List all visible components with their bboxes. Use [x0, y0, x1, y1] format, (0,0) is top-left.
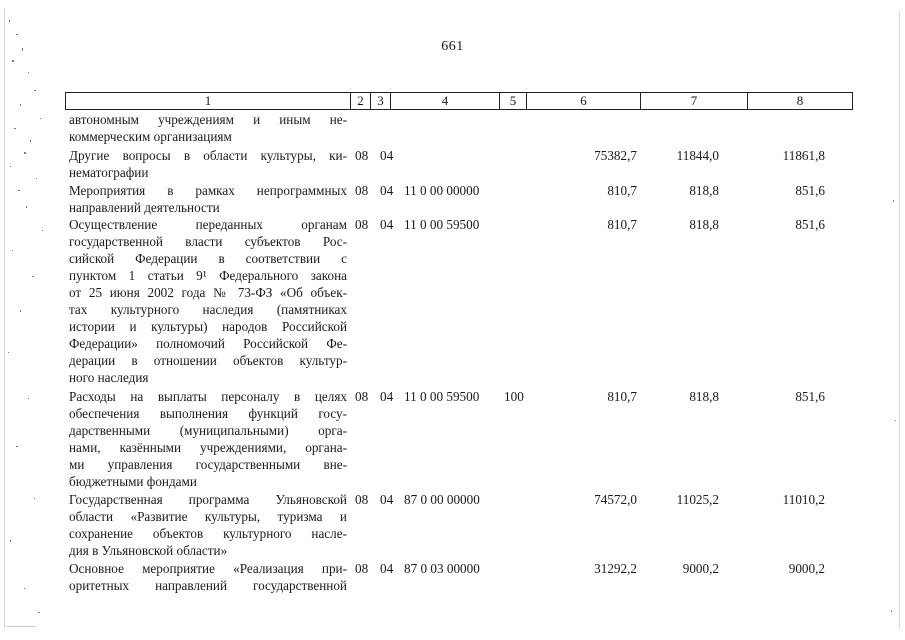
cell-subsection: 04 — [380, 561, 394, 576]
description-line: обеспечения выполнения функций госу- — [69, 406, 347, 421]
cell-amount-col8: 851,6 — [795, 389, 825, 404]
description-line: Федерации» полномочий Российской Фе- — [69, 336, 347, 351]
cell-subsection: 04 — [380, 492, 394, 507]
description-line: дарственными (муниципальными) орга- — [69, 423, 347, 438]
description-line: Осуществление переданных органам — [69, 217, 347, 232]
description-line: оритетных направлений государственной — [69, 578, 347, 593]
table-row-description — [69, 111, 347, 145]
header-col-2: 2 — [351, 93, 371, 109]
description-line: пунктом 1 статьи 9¹ Федерального закона — [69, 268, 347, 283]
cell-amount-col6: 31292,2 — [594, 561, 637, 576]
description-line: тах культурного наследия (памятниках — [69, 302, 347, 317]
cell-amount-col8: 851,6 — [795, 183, 825, 198]
cell-amount-col7: 11844,0 — [676, 148, 719, 163]
header-col-7: 7 — [641, 93, 748, 109]
cell-amount-col8: 851,6 — [795, 217, 825, 232]
description-line: Расходы на выплаты персоналу в целях — [69, 389, 347, 404]
cell-amount-col7: 818,8 — [689, 389, 719, 404]
cell-amount-col6: 74572,0 — [594, 492, 637, 507]
description-line: Мероприятия в рамках непрограммных — [69, 183, 347, 198]
cell-section: 08 — [355, 492, 369, 507]
table-row-description — [69, 388, 347, 490]
cell-amount-col7: 818,8 — [689, 217, 719, 232]
cell-section: 08 — [355, 183, 369, 198]
description-line: Государственная программа Ульяновской — [69, 492, 347, 507]
description-line: Другие вопросы в области культуры, ки- — [69, 148, 347, 163]
description-line: Основное мероприятие «Реализация при- — [69, 561, 347, 576]
cell-amount-col6: 810,7 — [607, 389, 637, 404]
description-line: истории и культуры) народов Российской — [69, 319, 347, 334]
cell-amount-col8: 9000,2 — [788, 561, 825, 576]
cell-expense-type: 100 — [504, 389, 524, 404]
table-row-description — [69, 560, 347, 594]
table-header — [65, 92, 853, 110]
cell-section: 08 — [355, 389, 369, 404]
cell-amount-col6: 810,7 — [607, 183, 637, 198]
description-line: дерации в отношении объектов культур- — [69, 353, 347, 368]
cell-subsection: 04 — [380, 389, 394, 404]
table-row-description — [69, 147, 347, 181]
description-line: ми управления государственными вне- — [69, 457, 347, 472]
description-line: сийской Федерации в соответствии с — [69, 251, 347, 266]
description-line: бюджетными фондами — [69, 474, 197, 489]
description-line: нематографии — [69, 165, 149, 180]
description-line: государственной власти субъектов Рос- — [69, 234, 347, 249]
description-line: коммерческим организациям — [69, 129, 232, 144]
header-col-6: 6 — [527, 93, 641, 109]
header-col-8: 8 — [796, 93, 804, 108]
cell-subsection: 04 — [380, 183, 394, 198]
cell-amount-col8: 11010,2 — [782, 492, 825, 507]
scan-edge-noise-left — [0, 0, 52, 640]
cell-section: 08 — [355, 561, 369, 576]
description-line: ного наследия — [69, 370, 149, 385]
description-line: нами, казёнными учреждениями, органа- — [69, 440, 347, 455]
cell-target-code: 87 0 03 00000 — [404, 561, 480, 576]
cell-subsection: 04 — [380, 148, 394, 163]
description-line: дия в Ульяновской области» — [69, 543, 228, 558]
cell-subsection: 04 — [380, 217, 394, 232]
cell-amount-col7: 9000,2 — [682, 561, 719, 576]
table-row-description — [69, 491, 347, 559]
header-col-1: 1 — [66, 93, 351, 109]
cell-target-code: 11 0 00 59500 — [404, 389, 480, 404]
header-col-3: 3 — [371, 93, 391, 109]
cell-section: 08 — [355, 217, 369, 232]
header-col-4: 4 — [391, 93, 500, 109]
cell-target-code: 87 0 00 00000 — [404, 492, 480, 507]
description-line: направлений деятельности — [69, 200, 220, 215]
table-row-description — [69, 182, 347, 216]
cell-amount-col6: 75382,7 — [594, 148, 637, 163]
cell-target-code: 11 0 00 00000 — [404, 183, 480, 198]
scan-edge-noise-right — [885, 0, 905, 640]
description-line: сохранение объектов культурного насле- — [69, 526, 347, 541]
cell-section: 08 — [355, 148, 369, 163]
cell-amount-col6: 810,7 — [607, 217, 637, 232]
page-number: 661 — [441, 39, 464, 54]
description-line: области «Развитие культуры, туризма и — [69, 509, 347, 524]
table-row-description — [69, 216, 347, 386]
cell-amount-col7: 818,8 — [689, 183, 719, 198]
cell-amount-col8: 11861,8 — [782, 148, 825, 163]
cell-target-code: 11 0 00 59500 — [404, 217, 480, 232]
description-line: от 25 июня 2002 года № 73-ФЗ «Об объек- — [69, 285, 347, 300]
description-line: автономным учреждениям и иным не- — [69, 112, 347, 127]
header-col-5: 5 — [500, 93, 527, 109]
cell-amount-col7: 11025,2 — [676, 492, 719, 507]
